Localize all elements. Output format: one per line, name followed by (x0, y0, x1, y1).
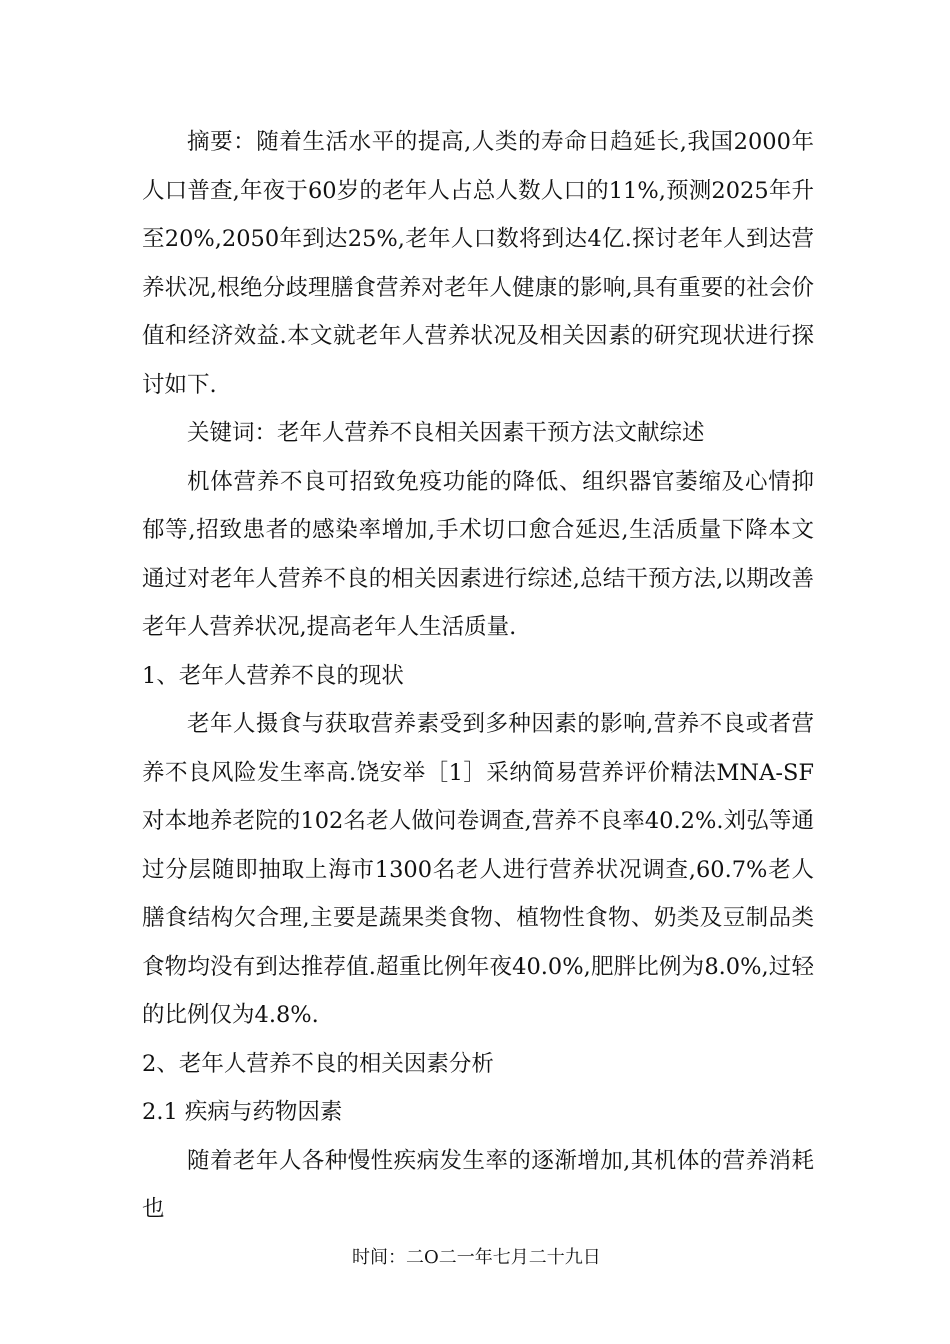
abstract-paragraph: 摘要：随着生活水平的提高,人类的寿命日趋延长,我国2000年人口普查,年夜于60岁的老年人占总人数人口的11%,预测2025年升至20%,2050年到达25%,老年人口数将到达4亿.探讨老年人到达营养状况,根绝分歧理膳食营养对老年人健康的影响,具有重要的社会价值和经济效益.本文就老年人营养状况及相关因素的研究现状进行探讨如下. (142, 129, 814, 398)
section-1-paragraph: 老年人摄食与获取营养素受到多种因素的影响,营养不良或者营养不良风险发生率高.饶安举［1］采纳简易营养评价精法MNA-SF对本地养老院的102名老人做问卷调查,营养不良率40.2%.刘弘等通过分层随即抽取上海市1300名老人进行营养状况调查,60.7%老人膳食结构欠合理,主要是蔬果类食物、植物性食物、奶类及豆制品类食物均没有到达推荐值.超重比例年夜40.0%,肥胖比例为8.0%,过轻的比例仅为4.8%. (142, 711, 814, 1028)
document-body (142, 118, 814, 1234)
keywords-paragraph: 关键词：老年人营养不良相关因素干预方法文献综述 (187, 420, 705, 446)
page-footer-date: 时间：二O二一年七月二十九日 (352, 1247, 601, 1268)
subsection-2-1-paragraph: 随着老年人各种慢性疾病发生率的逐渐增加,其机体的营养消耗也 (142, 1147, 814, 1222)
intro-paragraph: 机体营养不良可招致免疫功能的降低、组织器官萎缩及心情抑郁等,招致患者的感染率增加,手术切口愈合延迟,生活质量下降本文通过对老年人营养不良的相关因素进行综述,总结干预方法,以期改善老年人营养状况,提高老年人生活质量. (142, 468, 814, 640)
subsection-heading-2-1: 2.1 疾病与药物因素 (142, 1099, 343, 1125)
section-heading-1: 1、老年人营养不良的现状 (142, 662, 404, 689)
section-heading-2: 2、老年人营养不良的相关因素分析 (142, 1050, 494, 1077)
